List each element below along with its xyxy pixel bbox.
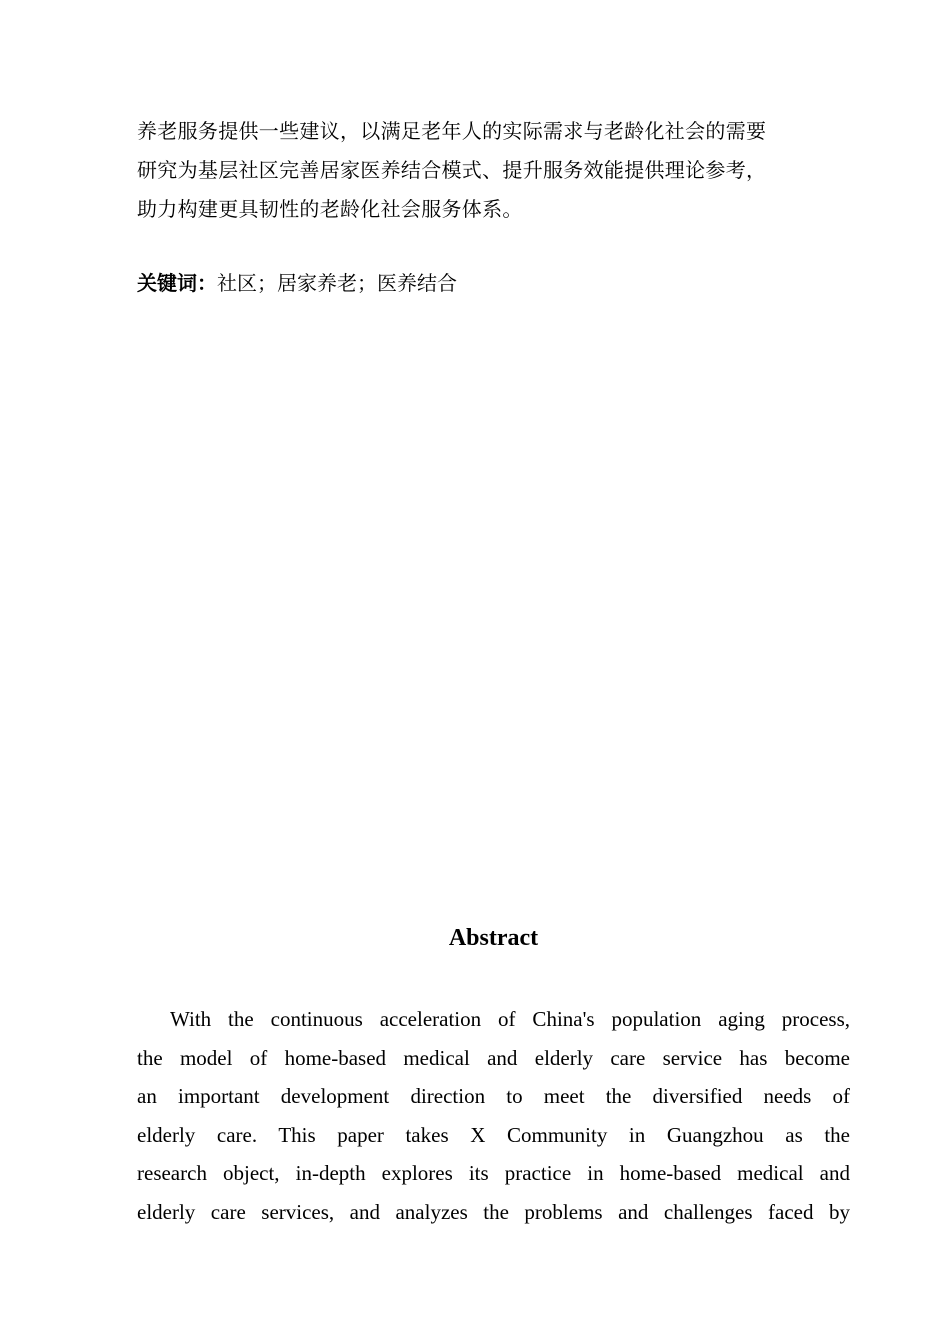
keywords-label: 关键词： (137, 271, 217, 295)
english-abstract-text (137, 1000, 850, 1231)
english-abstract-line: research object, in-depth explores its practice in home-based medical and (137, 1161, 850, 1185)
keywords-line (137, 264, 850, 303)
keywords-value: 社区；居家养老；医养结合 (217, 271, 457, 295)
english-abstract-line: elderly care. This paper takes X Community in Guangzhou as the (137, 1122, 850, 1147)
chinese-abstract-text (137, 112, 850, 229)
english-abstract-line: With the continuous acceleration of China's population aging process, (170, 1007, 850, 1031)
chinese-abstract-line: 助力构建更具韧性的老龄化社会服务体系。 (137, 197, 523, 221)
chinese-abstract-line: 研究为基层社区完善居家医养结合模式、提升服务效能提供理论参考， (137, 158, 767, 182)
english-abstract-line: the model of home-based medical and elderly care service has become (137, 1045, 850, 1070)
abstract-heading: Abstract (448, 925, 539, 951)
chinese-abstract-line: 养老服务提供一些建议，以满足老年人的实际需求与老龄化社会的需要 (137, 119, 767, 143)
english-abstract-line: elderly care services, and analyzes the problems and challenges faced by (137, 1199, 850, 1224)
english-abstract-line: an important development direction to meet the diversified needs of (137, 1084, 850, 1108)
